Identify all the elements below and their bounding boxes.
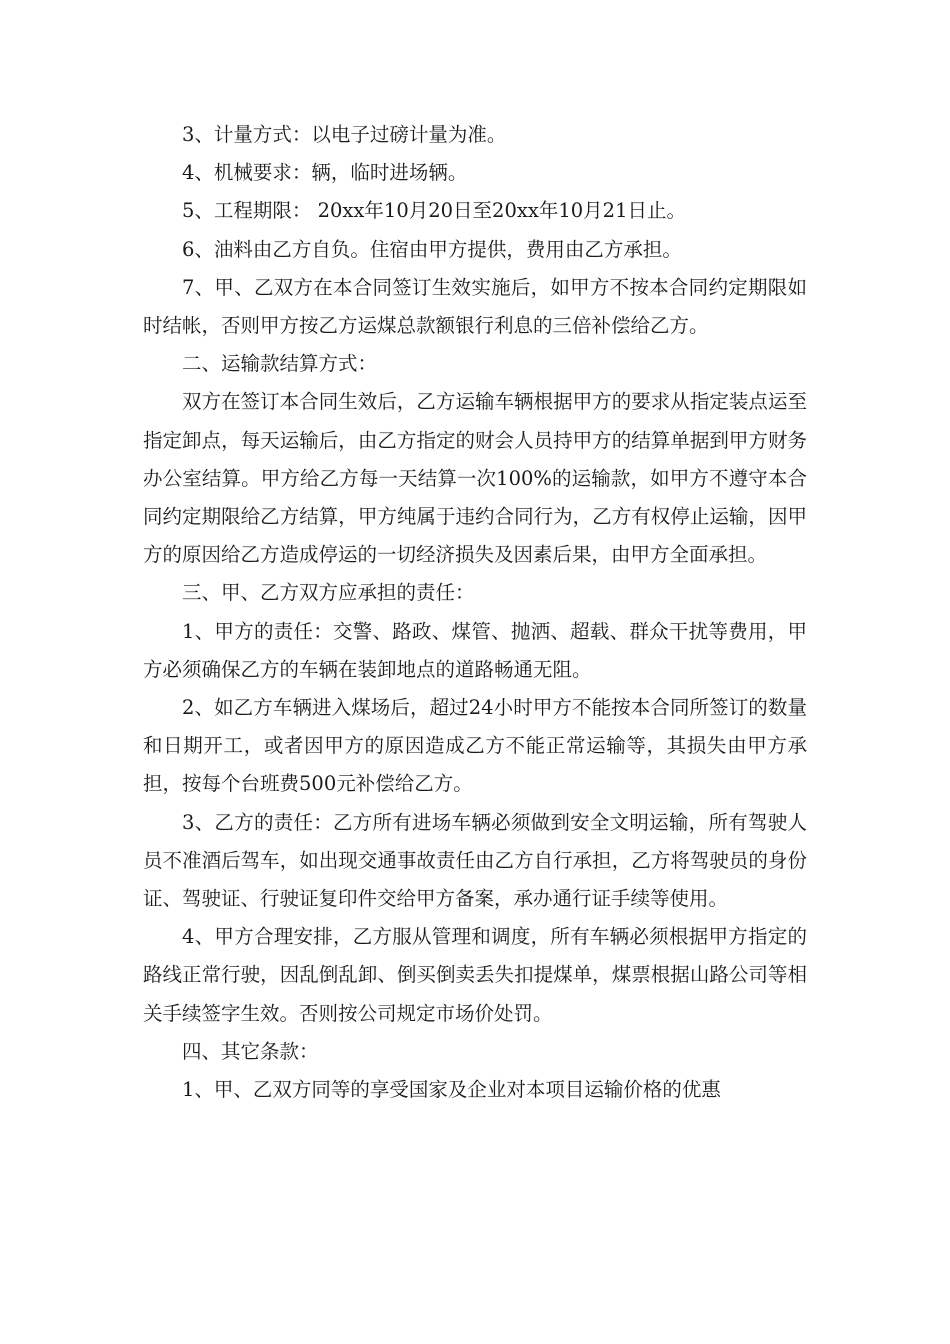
clause-route-management: 4、甲方合理安排，乙方服从管理和调度，所有车辆必须根据甲方指定的路线正常行驶，因乱倒乱卸、倒买倒卖丢失扣提煤单，煤票根据山路公司等相关手续签字生效。否则按公司规定市场价处罚。 <box>143 925 807 1025</box>
clause-term: 5、工程期限： 20xx年10月20日至20xx年10月21日止。 <box>182 199 686 223</box>
clause-preferential-pricing: 1、甲、乙双方同等的享受国家及企业对本项目运输价格的优惠 <box>182 1078 721 1102</box>
section-heading-responsibilities: 三、甲、乙方双方应承担的责任： <box>182 581 475 605</box>
clause-machinery: 4、机械要求：辆，临时进场辆。 <box>182 161 468 185</box>
section-heading-other-terms: 四、其它条款： <box>182 1039 319 1063</box>
clause-payment-delay: 7、甲、乙双方在本合同签订生效实施后，如甲方不按本合同约定期限如时结帐，否则甲方按乙方运煤总款额银行利息的三倍补偿给乙方。 <box>143 275 807 338</box>
clause-fuel-lodging: 6、油料由乙方自负。住宿由甲方提供，费用由乙方承担。 <box>182 237 682 261</box>
clause-party-a-responsibility: 1、甲方的责任：交警、路政、煤管、抛洒、超载、群众干扰等费用，甲方必须确保乙方的车辆在装卸地点的道路畅通无阻。 <box>143 619 807 681</box>
clause-delay-compensation: 2、如乙方车辆进入煤场后，超过24小时甲方不能按本合同所签订的数量和日期开工，或者因甲方的原因造成乙方不能正常运输等，其损失由甲方承担，按每个台班费500元补偿给乙方。 <box>143 696 807 796</box>
contract-body <box>143 116 807 1109</box>
section-heading-settlement: 二、运输款结算方式： <box>182 352 378 376</box>
clause-measurement: 3、计量方式：以电子过磅计量为准。 <box>182 123 507 146</box>
clause-settlement-details: 双方在签订本合同生效后，乙方运输车辆根据甲方的要求从指定装点运至指定卸点，每天运输后，由乙方指定的财会人员持甲方的结算单据到甲方财务办公室结算。甲方给乙方每一天结算一次100%的运输款，如甲方不遵守本合同约定期限给乙方结算，甲方纯属于违约合同行为，乙方有权停止运输，因甲方的原因给乙方造成停运的一切经济损失及因素后果，由甲方全面承担。 <box>143 390 807 567</box>
clause-party-b-responsibility: 3、乙方的责任：乙方所有进场车辆必须做到安全文明运输，所有驾驶人员不准酒后驾车，如出现交通事故责任由乙方自行承担，乙方将驾驶员的身份证、驾驶证、行驶证复印件交给甲方备案，承办通行证手续等使用。 <box>143 810 807 911</box>
